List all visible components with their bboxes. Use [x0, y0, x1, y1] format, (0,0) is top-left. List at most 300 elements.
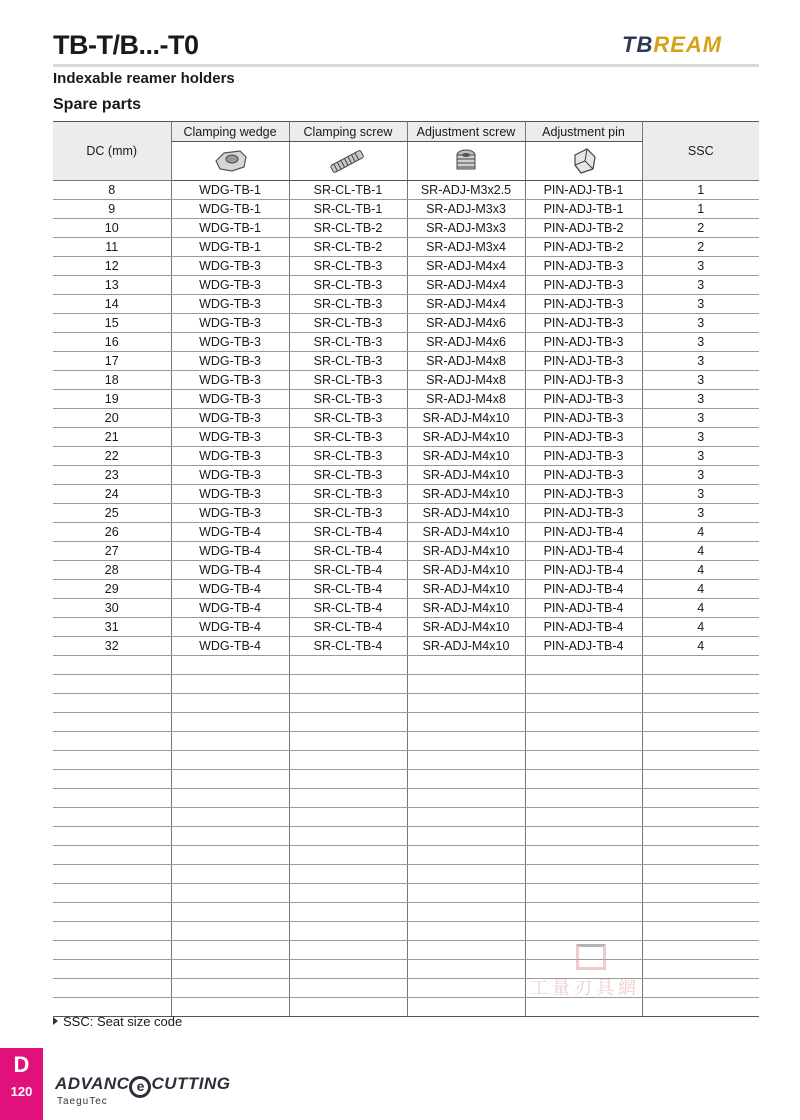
dc-cell: 9 — [53, 200, 171, 219]
watermark: 工量刃具網 — [530, 944, 670, 1004]
adj-pin-cell: PIN-ADJ-TB-3 — [525, 485, 642, 504]
screw-cell: SR-CL-TB-4 — [289, 599, 407, 618]
screw-cell: SR-CL-TB-2 — [289, 219, 407, 238]
ssc-cell — [642, 675, 759, 694]
col-header-adj-screw: Adjustment screw — [407, 122, 525, 142]
screw-cell: SR-CL-TB-3 — [289, 276, 407, 295]
adj-screw-cell — [407, 675, 525, 694]
dc-cell: 10 — [53, 219, 171, 238]
col-header-dc: DC (mm) — [53, 122, 171, 181]
adj-screw-cell: SR-ADJ-M3x3 — [407, 219, 525, 238]
section-heading: Spare parts — [53, 96, 142, 113]
ssc-cell — [642, 694, 759, 713]
table-row — [53, 504, 759, 523]
wedge-cell — [171, 770, 289, 789]
screw-cell: SR-CL-TB-3 — [289, 257, 407, 276]
adj-pin-cell: PIN-ADJ-TB-4 — [525, 523, 642, 542]
screw-cell: SR-CL-TB-3 — [289, 485, 407, 504]
wedge-cell: WDG-TB-4 — [171, 637, 289, 656]
adj-screw-cell: SR-ADJ-M4x10 — [407, 618, 525, 637]
screw-cell: SR-CL-TB-1 — [289, 200, 407, 219]
dc-cell — [53, 656, 171, 675]
wedge-cell — [171, 941, 289, 960]
table-row — [53, 542, 759, 561]
adj-screw-cell — [407, 846, 525, 865]
col-header-wedge: Clamping wedge — [171, 122, 289, 142]
screw-cell — [289, 713, 407, 732]
dc-cell — [53, 846, 171, 865]
wedge-cell — [171, 960, 289, 979]
table-row — [53, 200, 759, 219]
ssc-cell: 3 — [642, 485, 759, 504]
adj-screw-cell: SR-ADJ-M4x10 — [407, 580, 525, 599]
dc-cell — [53, 827, 171, 846]
table-row — [53, 333, 759, 352]
adj-screw-cell: SR-ADJ-M4x10 — [407, 561, 525, 580]
table-row — [53, 827, 759, 846]
wedge-cell — [171, 884, 289, 903]
adj-screw-cell: SR-ADJ-M4x4 — [407, 295, 525, 314]
adj-pin-cell: PIN-ADJ-TB-3 — [525, 409, 642, 428]
ssc-cell: 3 — [642, 447, 759, 466]
wedge-cell: WDG-TB-1 — [171, 238, 289, 257]
screw-cell: SR-CL-TB-4 — [289, 580, 407, 599]
ssc-cell: 3 — [642, 352, 759, 371]
screw-cell: SR-CL-TB-3 — [289, 295, 407, 314]
clamping-wedge-image — [171, 142, 289, 181]
wedge-cell: WDG-TB-1 — [171, 181, 289, 200]
screw-cell — [289, 903, 407, 922]
advancecutting-logo: ADVANC e CUTTING TaeguTec — [55, 1074, 231, 1107]
wedge-cell — [171, 903, 289, 922]
screw-cell: SR-CL-TB-4 — [289, 523, 407, 542]
table-row — [53, 694, 759, 713]
table-row — [53, 352, 759, 371]
screw-cell: SR-CL-TB-3 — [289, 504, 407, 523]
adj-screw-cell — [407, 979, 525, 998]
adj-pin-cell: PIN-ADJ-TB-2 — [525, 219, 642, 238]
adj-pin-cell: PIN-ADJ-TB-3 — [525, 447, 642, 466]
ssc-cell: 4 — [642, 618, 759, 637]
screw-cell: SR-CL-TB-1 — [289, 181, 407, 200]
adj-screw-cell: SR-ADJ-M4x10 — [407, 485, 525, 504]
adj-pin-cell — [525, 694, 642, 713]
ssc-cell: 3 — [642, 409, 759, 428]
adj-pin-cell — [525, 808, 642, 827]
dc-cell: 32 — [53, 637, 171, 656]
adj-screw-cell — [407, 884, 525, 903]
adj-pin-cell: PIN-ADJ-TB-1 — [525, 200, 642, 219]
screw-cell: SR-CL-TB-4 — [289, 561, 407, 580]
adj-pin-cell — [525, 903, 642, 922]
adj-screw-cell: SR-ADJ-M4x10 — [407, 542, 525, 561]
wedge-cell: WDG-TB-4 — [171, 599, 289, 618]
screw-cell: SR-CL-TB-3 — [289, 333, 407, 352]
dc-cell — [53, 941, 171, 960]
ssc-cell: 3 — [642, 295, 759, 314]
adj-screw-cell — [407, 808, 525, 827]
wedge-cell — [171, 998, 289, 1017]
adj-pin-cell: PIN-ADJ-TB-3 — [525, 295, 642, 314]
wedge-cell — [171, 922, 289, 941]
dc-cell: 20 — [53, 409, 171, 428]
screw-cell: SR-CL-TB-3 — [289, 428, 407, 447]
wedge-cell: WDG-TB-3 — [171, 428, 289, 447]
dc-cell — [53, 903, 171, 922]
spare-parts-table — [53, 121, 759, 1017]
adj-screw-cell — [407, 865, 525, 884]
screw-cell — [289, 808, 407, 827]
screw-cell: SR-CL-TB-3 — [289, 371, 407, 390]
wedge-cell: WDG-TB-3 — [171, 352, 289, 371]
dc-cell — [53, 865, 171, 884]
wedge-cell: WDG-TB-3 — [171, 333, 289, 352]
dc-cell — [53, 979, 171, 998]
screw-cell: SR-CL-TB-3 — [289, 390, 407, 409]
table-row — [53, 751, 759, 770]
wedge-cell — [171, 846, 289, 865]
adj-pin-cell: PIN-ADJ-TB-4 — [525, 599, 642, 618]
table-row — [53, 409, 759, 428]
dc-cell — [53, 922, 171, 941]
dc-cell — [53, 732, 171, 751]
ssc-cell — [642, 656, 759, 675]
adj-screw-cell — [407, 827, 525, 846]
adj-pin-cell: PIN-ADJ-TB-4 — [525, 561, 642, 580]
wedge-cell: WDG-TB-3 — [171, 257, 289, 276]
screw-cell — [289, 827, 407, 846]
adj-screw-cell: SR-ADJ-M4x4 — [407, 276, 525, 295]
dc-cell: 11 — [53, 238, 171, 257]
ssc-cell: 3 — [642, 257, 759, 276]
dc-cell: 24 — [53, 485, 171, 504]
adj-screw-cell — [407, 960, 525, 979]
table-row — [53, 675, 759, 694]
ssc-cell: 3 — [642, 390, 759, 409]
adj-pin-cell: PIN-ADJ-TB-3 — [525, 257, 642, 276]
adj-pin-cell: PIN-ADJ-TB-2 — [525, 238, 642, 257]
screw-cell — [289, 789, 407, 808]
dc-cell: 28 — [53, 561, 171, 580]
ssc-cell — [642, 827, 759, 846]
adj-pin-cell: PIN-ADJ-TB-3 — [525, 276, 642, 295]
adj-pin-cell — [525, 713, 642, 732]
ssc-cell — [642, 903, 759, 922]
screw-cell: SR-CL-TB-2 — [289, 238, 407, 257]
adj-pin-cell: PIN-ADJ-TB-3 — [525, 390, 642, 409]
table-row — [53, 618, 759, 637]
table-body — [53, 181, 759, 1017]
ssc-cell — [642, 922, 759, 941]
wedge-cell: WDG-TB-3 — [171, 371, 289, 390]
col-header-screw: Clamping screw — [289, 122, 407, 142]
dc-cell: 19 — [53, 390, 171, 409]
adj-pin-cell — [525, 846, 642, 865]
dc-cell — [53, 808, 171, 827]
table-row — [53, 181, 759, 200]
wedge-cell: WDG-TB-1 — [171, 200, 289, 219]
page-title: TB-T/B...-T0 — [53, 30, 199, 60]
adj-screw-cell — [407, 770, 525, 789]
table-row — [53, 238, 759, 257]
dc-cell — [53, 751, 171, 770]
adj-pin-cell — [525, 770, 642, 789]
wedge-cell — [171, 656, 289, 675]
adj-pin-cell — [525, 656, 642, 675]
table-row — [53, 371, 759, 390]
adj-screw-cell: SR-ADJ-M4x6 — [407, 333, 525, 352]
table-row — [53, 428, 759, 447]
adj-pin-cell: PIN-ADJ-TB-3 — [525, 352, 642, 371]
adj-screw-cell — [407, 903, 525, 922]
adj-screw-cell: SR-ADJ-M4x10 — [407, 409, 525, 428]
adj-pin-cell: PIN-ADJ-TB-4 — [525, 637, 642, 656]
dc-cell: 15 — [53, 314, 171, 333]
dc-cell: 26 — [53, 523, 171, 542]
adj-pin-cell — [525, 827, 642, 846]
adj-screw-cell: SR-ADJ-M4x8 — [407, 390, 525, 409]
ssc-cell — [642, 789, 759, 808]
adj-pin-cell: PIN-ADJ-TB-3 — [525, 466, 642, 485]
ssc-cell — [642, 770, 759, 789]
screw-cell — [289, 979, 407, 998]
screw-cell — [289, 922, 407, 941]
dc-cell: 12 — [53, 257, 171, 276]
ssc-cell — [642, 808, 759, 827]
table-row — [53, 808, 759, 827]
section-tab — [0, 1048, 43, 1120]
wedge-cell: WDG-TB-4 — [171, 523, 289, 542]
table-row — [53, 561, 759, 580]
dc-cell — [53, 713, 171, 732]
dc-cell: 25 — [53, 504, 171, 523]
tbream-logo: TBREAM — [622, 32, 723, 57]
ssc-cell — [642, 865, 759, 884]
wedge-cell: WDG-TB-4 — [171, 542, 289, 561]
ssc-cell — [642, 846, 759, 865]
wedge-cell — [171, 808, 289, 827]
table-row — [53, 219, 759, 238]
adj-screw-cell — [407, 998, 525, 1017]
screw-cell: SR-CL-TB-3 — [289, 447, 407, 466]
adj-screw-cell: SR-ADJ-M3x4 — [407, 238, 525, 257]
ssc-cell: 3 — [642, 314, 759, 333]
table-row — [53, 846, 759, 865]
adj-pin-cell: PIN-ADJ-TB-4 — [525, 618, 642, 637]
screw-cell — [289, 675, 407, 694]
screw-cell — [289, 960, 407, 979]
adj-screw-cell: SR-ADJ-M4x8 — [407, 371, 525, 390]
table-row — [53, 637, 759, 656]
table-row — [53, 789, 759, 808]
screw-cell: SR-CL-TB-3 — [289, 466, 407, 485]
adj-pin-cell: PIN-ADJ-TB-3 — [525, 428, 642, 447]
adj-pin-cell — [525, 865, 642, 884]
wedge-cell: WDG-TB-3 — [171, 485, 289, 504]
ssc-cell: 3 — [642, 276, 759, 295]
dc-cell: 8 — [53, 181, 171, 200]
dc-cell: 14 — [53, 295, 171, 314]
adj-screw-cell: SR-ADJ-M4x10 — [407, 637, 525, 656]
ssc-cell — [642, 751, 759, 770]
table-row — [53, 390, 759, 409]
adj-screw-cell — [407, 713, 525, 732]
ssc-cell: 1 — [642, 181, 759, 200]
adj-pin-cell: PIN-ADJ-TB-3 — [525, 371, 642, 390]
dc-cell: 30 — [53, 599, 171, 618]
adj-pin-cell — [525, 675, 642, 694]
adj-screw-cell: SR-ADJ-M4x10 — [407, 466, 525, 485]
wedge-cell: WDG-TB-3 — [171, 295, 289, 314]
adj-screw-cell — [407, 941, 525, 960]
screw-cell: SR-CL-TB-3 — [289, 352, 407, 371]
ssc-cell: 2 — [642, 219, 759, 238]
screw-cell — [289, 941, 407, 960]
bullet-triangle-icon — [53, 1017, 58, 1025]
ssc-cell: 3 — [642, 466, 759, 485]
ssc-cell: 4 — [642, 580, 759, 599]
screw-cell: SR-CL-TB-3 — [289, 314, 407, 333]
adj-screw-cell: SR-ADJ-M4x4 — [407, 257, 525, 276]
wedge-cell: WDG-TB-3 — [171, 390, 289, 409]
ssc-cell — [642, 732, 759, 751]
adj-screw-cell: SR-ADJ-M4x10 — [407, 599, 525, 618]
table-row — [53, 466, 759, 485]
dc-cell: 31 — [53, 618, 171, 637]
wedge-cell — [171, 694, 289, 713]
adj-pin-cell — [525, 884, 642, 903]
table-row — [53, 732, 759, 751]
adj-pin-cell — [525, 751, 642, 770]
table-row — [53, 276, 759, 295]
wedge-cell — [171, 713, 289, 732]
wedge-cell: WDG-TB-3 — [171, 447, 289, 466]
adj-screw-cell: SR-ADJ-M4x10 — [407, 428, 525, 447]
table-row — [53, 770, 759, 789]
wedge-cell: WDG-TB-1 — [171, 219, 289, 238]
adj-screw-cell — [407, 922, 525, 941]
ssc-cell: 3 — [642, 504, 759, 523]
wedge-cell: WDG-TB-3 — [171, 276, 289, 295]
wedge-cell — [171, 865, 289, 884]
dc-cell — [53, 789, 171, 808]
table-row — [53, 865, 759, 884]
wedge-cell: WDG-TB-3 — [171, 314, 289, 333]
dc-cell: 21 — [53, 428, 171, 447]
adj-pin-cell — [525, 922, 642, 941]
screw-cell — [289, 732, 407, 751]
footnote: SSC: Seat size code — [53, 1014, 182, 1029]
col-header-ssc: SSC — [642, 122, 759, 181]
wedge-cell: WDG-TB-4 — [171, 580, 289, 599]
ssc-cell — [642, 884, 759, 903]
dc-cell — [53, 770, 171, 789]
adj-pin-cell: PIN-ADJ-TB-3 — [525, 314, 642, 333]
table-row — [53, 314, 759, 333]
ssc-cell: 4 — [642, 523, 759, 542]
screw-cell — [289, 846, 407, 865]
dc-cell — [53, 675, 171, 694]
dc-cell: 16 — [53, 333, 171, 352]
ssc-cell: 3 — [642, 371, 759, 390]
dc-cell — [53, 884, 171, 903]
screw-cell: SR-CL-TB-3 — [289, 409, 407, 428]
wedge-cell — [171, 789, 289, 808]
screw-cell — [289, 884, 407, 903]
ssc-cell: 3 — [642, 428, 759, 447]
wedge-cell: WDG-TB-3 — [171, 466, 289, 485]
screw-cell: SR-CL-TB-4 — [289, 542, 407, 561]
wedge-cell: WDG-TB-4 — [171, 618, 289, 637]
adj-screw-cell — [407, 789, 525, 808]
screw-cell — [289, 694, 407, 713]
adj-pin-cell: PIN-ADJ-TB-3 — [525, 504, 642, 523]
screw-cell: SR-CL-TB-4 — [289, 618, 407, 637]
adj-pin-cell: PIN-ADJ-TB-3 — [525, 333, 642, 352]
adj-screw-cell: SR-ADJ-M4x8 — [407, 352, 525, 371]
table-row — [53, 580, 759, 599]
ssc-cell: 2 — [642, 238, 759, 257]
adj-screw-cell — [407, 751, 525, 770]
ssc-cell: 1 — [642, 200, 759, 219]
table-row — [53, 599, 759, 618]
table-row — [53, 656, 759, 675]
wedge-cell: WDG-TB-3 — [171, 504, 289, 523]
table-row — [53, 295, 759, 314]
title-rule — [53, 64, 759, 67]
dc-cell: 27 — [53, 542, 171, 561]
dc-cell: 23 — [53, 466, 171, 485]
adjustment-pin-image — [525, 142, 642, 181]
adj-screw-cell — [407, 656, 525, 675]
table-row — [53, 903, 759, 922]
screw-cell — [289, 656, 407, 675]
table-row — [53, 257, 759, 276]
ssc-cell: 3 — [642, 333, 759, 352]
wedge-cell — [171, 675, 289, 694]
screw-cell — [289, 998, 407, 1017]
wedge-cell — [171, 979, 289, 998]
section-letter: D — [13, 1052, 30, 1077]
ssc-cell: 4 — [642, 542, 759, 561]
dc-cell — [53, 960, 171, 979]
adj-screw-cell: SR-ADJ-M3x3 — [407, 200, 525, 219]
screw-cell — [289, 770, 407, 789]
screw-cell — [289, 751, 407, 770]
adj-screw-cell: SR-ADJ-M4x10 — [407, 523, 525, 542]
adj-pin-cell — [525, 732, 642, 751]
adj-screw-cell — [407, 694, 525, 713]
adj-pin-cell: PIN-ADJ-TB-1 — [525, 181, 642, 200]
screw-cell: SR-CL-TB-4 — [289, 637, 407, 656]
ssc-cell: 4 — [642, 637, 759, 656]
wedge-cell: WDG-TB-4 — [171, 561, 289, 580]
dc-cell: 18 — [53, 371, 171, 390]
adj-screw-cell: SR-ADJ-M4x10 — [407, 504, 525, 523]
page-number: 120 — [10, 1084, 33, 1099]
page-subtitle: Indexable reamer holders — [53, 70, 235, 87]
table-row — [53, 485, 759, 504]
adj-screw-cell: SR-ADJ-M4x10 — [407, 447, 525, 466]
ssc-cell — [642, 713, 759, 732]
table-row — [53, 447, 759, 466]
dc-cell: 22 — [53, 447, 171, 466]
adj-pin-cell — [525, 789, 642, 808]
ssc-cell: 4 — [642, 561, 759, 580]
wedge-cell — [171, 827, 289, 846]
screw-cell — [289, 865, 407, 884]
table-row — [53, 523, 759, 542]
